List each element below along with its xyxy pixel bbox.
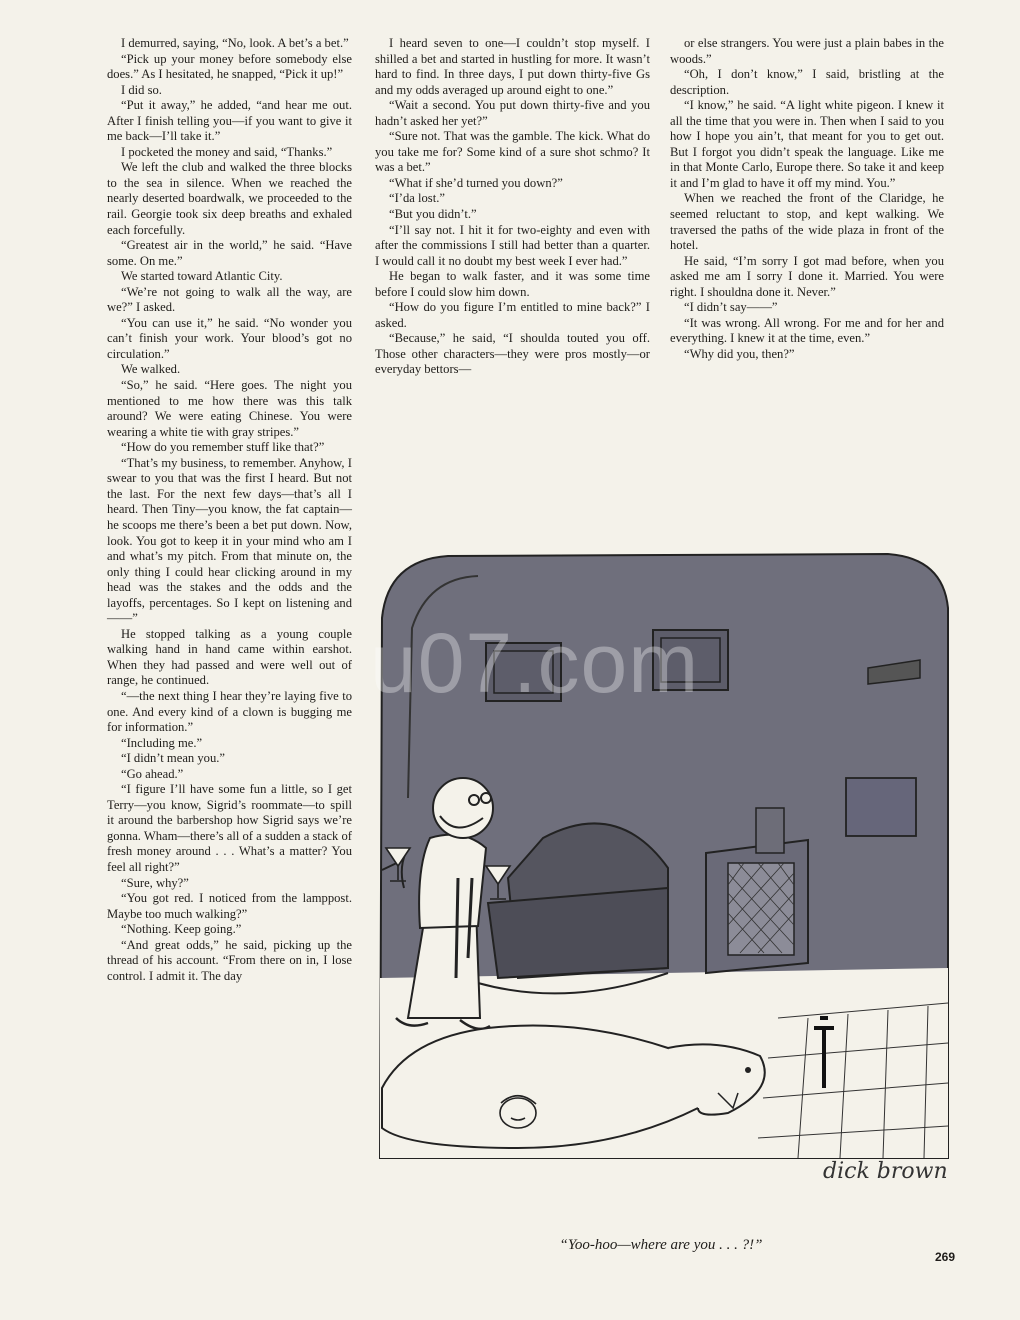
paragraph: “How do you remember stuff like that?” <box>121 440 325 455</box>
paragraph: “You got red. I noticed from the lamppost. Maybe too much walking?” <box>107 891 352 921</box>
paragraph: “It was wrong. All wrong. For me and for her and everything. I knew it at the time, even.” <box>670 315 944 346</box>
paragraph: We left the club and walked the three blocks to the sea in silence. When we reached the nearly deserted boardwalk, we proceeded to the rail. Georgie took six deep breaths and exhaled each forcefully. <box>107 160 352 237</box>
paragraph: “—the next thing I hear they’re laying five to one. And every kind of a clown is bugging me for information.” <box>107 688 352 735</box>
paragraph: We started toward Atlantic City. <box>121 269 283 284</box>
paragraph: “And great odds,” he said, picking up the thread of his account. “From there on in, I lose control. I admit it. The day <box>107 937 352 983</box>
paragraph: I demurred, saying, “No, look. A bet’s a bet.” <box>121 36 349 50</box>
cartoon-signature: dick brown <box>823 1159 948 1184</box>
paragraph: “I didn’t mean you.” <box>121 751 225 766</box>
paragraph: “Greatest air in the world,” he said. “Have some. On me.” <box>107 238 352 268</box>
paragraph: “I’ll say not. I hit it for two-eighty and even with after the commissions I still had better than a quarter. I would call it no doubt my best week I ever had.” <box>375 222 650 268</box>
paragraph: or else strangers. You were just a plain babes in the woods.” <box>670 36 944 66</box>
paragraph: “But you didn’t.” <box>389 207 477 222</box>
paragraph: “Including me.” <box>121 735 203 750</box>
paragraph: “So,” he said. “Here goes. The night you mentioned to me how there was this talk around? We were eating Chinese. You were wearing a white tie with gray stripes.” <box>107 378 352 439</box>
cartoon-caption: “Yoo-hoo—where are you . . . ?!” <box>559 1237 763 1253</box>
paragraph: He said, “I’m sorry I got mad before, when you asked me am I sorry I done it. Married. You were right. I shouldna done it. Never.” <box>670 253 944 299</box>
watermark: u07.com <box>370 616 700 710</box>
paragraph: “What if she’d turned you down?” <box>389 175 563 190</box>
cartoon-woman-head <box>500 1096 536 1128</box>
paragraph: I did so. <box>121 82 162 97</box>
paragraph: “Because,” he said, “I shoulda touted you off. Those other characters—they were pros mostly—or everyday bettors— <box>375 331 650 377</box>
paragraph: “Pick up your money before somebody else does.” As I hesitated, he snapped, “Pick it up!” <box>107 51 352 82</box>
paragraph: “I didn’t say——” <box>684 300 778 315</box>
paragraph: “We’re not going to walk all the way, are we?” I asked. <box>107 284 352 315</box>
page-number: 269 <box>935 1250 956 1264</box>
paragraph: “I figure I’ll have some fun a little, so I get Terry—you know, Sigrid’s roommate—to spill it around the barbershop how Sigrid says we’re gonna. Wham—there’s all of a sudden a stack of fresh money around . . . What’s a matter? You feel all right?” <box>107 782 352 874</box>
paragraph: “You can use it,” he said. “No wonder you can’t finish your work. Your blood’s got no circulation.” <box>107 315 352 361</box>
paragraph: “Put it away,” he added, “and hear me out. After I finish telling you—if you want to give it me back—I’ll take it.” <box>107 98 352 144</box>
paragraph: “I know,” he said. “A light white pigeon. I knew it all the time that you were in. Then when I said to you how I hope you ain’t, that meant for you to get out. But I forgot you didn’t speak the language. Like me in that Monte Carlo, Europe there. So take it and keep it and I’m glad to have it off my mind. You.” <box>670 98 944 190</box>
paragraph: “Nothing. Keep going.” <box>121 922 242 937</box>
paragraph: I pocketed the money and said, “Thanks.” <box>121 144 333 159</box>
paragraph: “I’da lost.” <box>389 191 445 206</box>
paragraph: I heard seven to one—I couldn’t stop myself. I shilled a bet and started in hustling for more. It wasn’t hard to find. In three days, I put down thirty-five Gs and my odds averaged up around eight to one.” <box>375 36 650 97</box>
text-column-3 <box>670 36 944 362</box>
paragraph: “Oh, I don’t know,” I said, bristling at the description. <box>670 67 944 97</box>
paragraph: “Go ahead.” <box>121 766 184 781</box>
paragraph: “Wait a second. You put down thirty-five and you hadn’t asked her yet?” <box>375 98 650 128</box>
paragraph: “That’s my business, to remember. Anyhow, I swear to you that was the first I heard. But not the last. For the next few days—that’s all I heard. Then Tiny—you know, the fat captain—he scoops me there’s been a bet put down. Now, look. You got to keep it in your mind who am I and what’s my pitch. From that minute on, the only thing I could hear clicking around in my head was the stakes and the odds and the layoffs, percentages. So I kept on listening and——” <box>107 455 352 626</box>
paragraph: “Sure, why?” <box>121 875 189 890</box>
paragraph: “Why did you, then?” <box>684 346 795 361</box>
text-column-1 <box>107 36 352 984</box>
paragraph: We walked. <box>121 362 181 377</box>
paragraph: He began to walk faster, and it was some time before I could slow him down. <box>375 269 650 299</box>
paragraph: “Sure not. That was the gamble. The kick. What do you take me for? Some kind of a sure shot schmo? It was a bet.” <box>375 129 650 175</box>
text-column-2 <box>375 36 650 378</box>
paragraph: “How do you figure I’m entitled to mine back?” I asked. <box>375 300 650 330</box>
paragraph: He stopped talking as a young couple walking hand in hand came within earshot. When they had passed and were well out of range, he continued. <box>107 626 352 688</box>
paragraph: When we reached the front of the Claridge, he seemed reluctant to stop, and kept walking. We traversed the paths of the wide plaza in front of the hotel. <box>670 191 944 253</box>
